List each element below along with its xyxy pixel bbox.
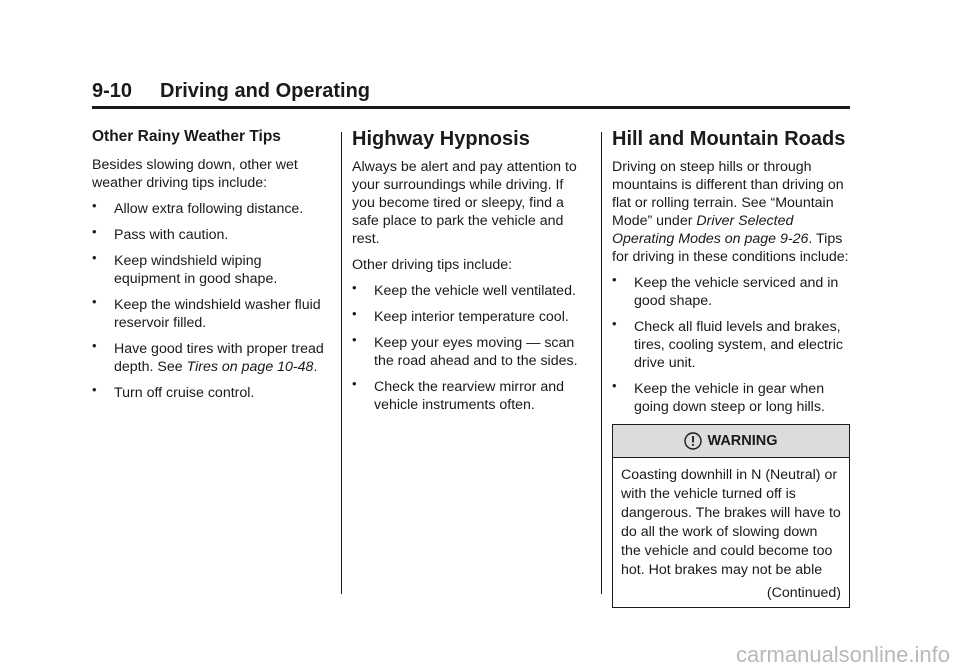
- bullet-icon: •: [612, 272, 617, 287]
- warning-body: [613, 458, 849, 607]
- list-item: • Keep the vehicle well ventilated.: [352, 280, 576, 299]
- list-item: • Keep interior temperature cool.: [352, 306, 569, 325]
- bullet-icon: •: [92, 250, 97, 265]
- bullet-icon: •: [92, 382, 97, 397]
- warning-icon: [684, 432, 702, 450]
- bullet-icon: •: [92, 198, 97, 213]
- list-item: • Keep the windshield washer fluid reservoir filled.: [92, 294, 321, 331]
- bullet-icon: •: [92, 338, 97, 353]
- list-item: • Keep your eyes moving — scan the road ahead and to the sides.: [352, 332, 578, 369]
- highway-tips-list: [352, 282, 590, 414]
- highway-hypnosis-heading: Highway Hypnosis: [352, 128, 530, 150]
- list-item: • Turn off cruise control.: [92, 382, 255, 401]
- list-item: • Have good tires with proper tread depth. See Tires on page 10-48.: [92, 338, 324, 375]
- bullet-icon: •: [352, 306, 357, 321]
- bullet-icon: •: [92, 294, 97, 309]
- highway-hypnosis-lead: Other driving tips include:: [352, 257, 513, 273]
- tires-reference-link[interactable]: Tires on page 10-48: [186, 359, 314, 375]
- bullet-icon: •: [612, 378, 617, 393]
- list-item: • Allow extra following distance.: [92, 198, 304, 217]
- warning-box: [612, 424, 850, 608]
- bullet-icon: •: [612, 316, 617, 331]
- list-item: • Keep windshield wiping equipment in good shape.: [92, 250, 278, 287]
- bullet-icon: •: [352, 376, 357, 391]
- section-title: Driving and Operating: [160, 80, 371, 102]
- warning-continued: (Continued): [766, 585, 841, 601]
- highway-hypnosis-intro: Always be alert and pay attention to your surroundings while driving. If you become tired or sleepy, find a safe place to park the vehicle and rest.: [352, 159, 577, 247]
- page-number: 9-10: [92, 80, 133, 102]
- hill-mountain-intro: Driving on steep hills or through mountains is different than driving on flat or rolling terrain. See “Mountain Mode” under Driver Selected Operating Modes on page 9-26. Tips for driving in these conditions include:: [612, 159, 849, 265]
- column-divider: [341, 132, 342, 594]
- list-item: • Check all fluid levels and brakes, tires, cooling system, and electric drive unit.: [612, 316, 843, 371]
- list-item: • Pass with caution.: [92, 224, 229, 243]
- warning-label: WARNING: [707, 433, 778, 449]
- list-item: • Keep the vehicle in gear when going down steep or long hills.: [612, 378, 825, 415]
- bullet-icon: •: [92, 224, 97, 239]
- bullet-icon: •: [352, 280, 357, 295]
- hill-mountain-heading: Hill and Mountain Roads: [612, 128, 846, 150]
- rainy-tips-intro: Besides slowing down, other wet weather driving tips include:: [92, 157, 298, 191]
- list-item: • Keep the vehicle serviced and in good shape.: [612, 272, 839, 309]
- driver-modes-reference-link[interactable]: Driver Selected Operating Modes on page 9-26: [612, 213, 809, 247]
- rainy-tips-list: [92, 200, 330, 402]
- warning-header: [613, 425, 849, 458]
- column-hill-mountain: [612, 128, 850, 608]
- hill-tips-list: [612, 274, 850, 416]
- watermark: carmanualsonline.info: [735, 642, 950, 667]
- column-rainy-tips: [92, 128, 330, 410]
- bullet-icon: •: [352, 332, 357, 347]
- rainy-tips-heading: Other Rainy Weather Tips: [92, 128, 281, 145]
- list-item: • Check the rearview mirror and vehicle instruments often.: [352, 376, 565, 413]
- column-divider: [601, 132, 602, 594]
- warning-text: Coasting downhill in N (Neutral) or with the vehicle turned off is dangerous. The brakes will have to do all the work of slowing down the vehicle and could become too hot. Hot brakes may not be able: [621, 467, 841, 578]
- column-highway-hypnosis: [352, 128, 590, 422]
- page-header: [92, 80, 850, 109]
